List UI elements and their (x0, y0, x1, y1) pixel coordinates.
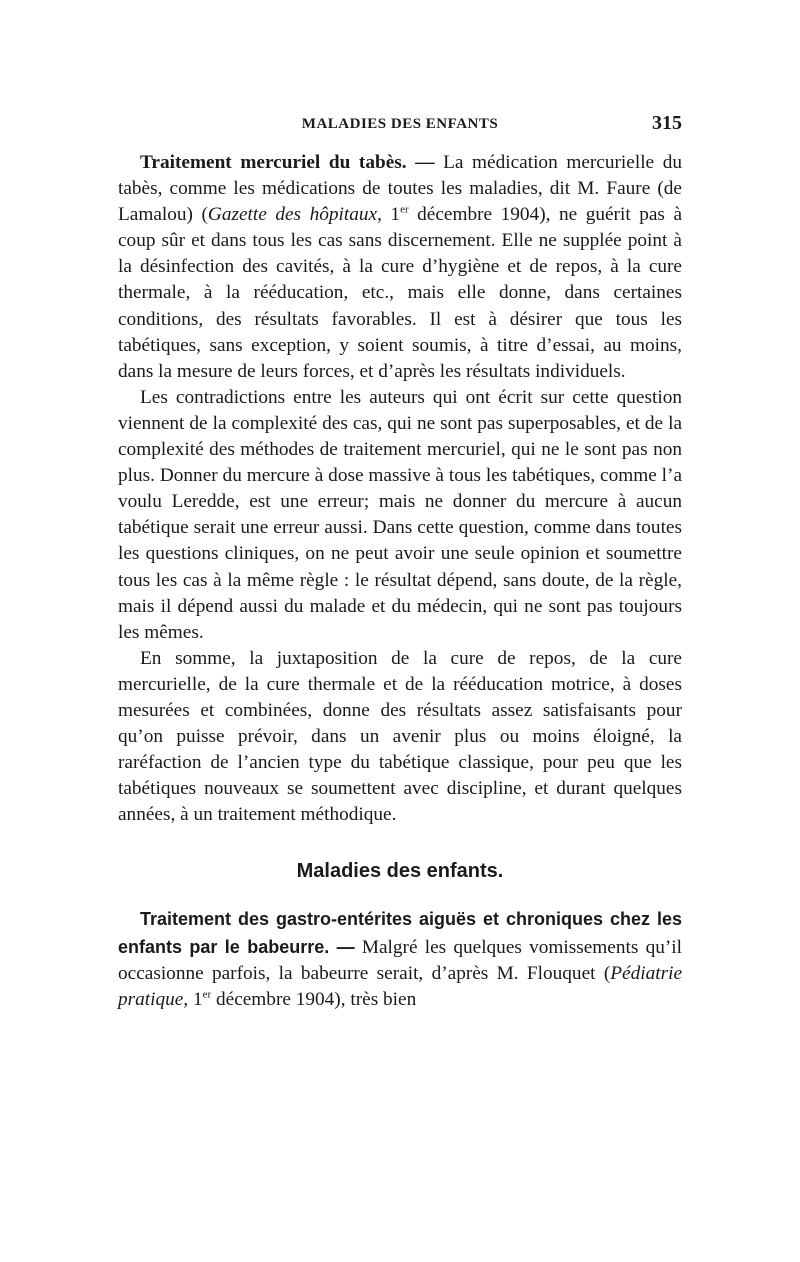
paragraph-text: , 1 (183, 988, 203, 1010)
paragraph-tabes-treatment (118, 150, 682, 385)
paragraph-text: La médication mercurielle du tabès, comme les médications de toutes les maladies, dit M. Faure (de Lamalou) ( (118, 152, 682, 226)
running-title: MALADIES DES ENFANTS (301, 116, 499, 132)
section-heading: Maladies des enfants. (296, 860, 504, 883)
journal-citation: Gazette des hôpitaux (207, 204, 378, 226)
ordinal-superscript: er (202, 988, 212, 1001)
run-in-heading-gastroenteritis: Traitement des gastro-entérites aiguës et chroniques chez les enfants par le babeurre. — (118, 909, 682, 957)
paragraph-text: décembre 1904), très bien (211, 988, 417, 1010)
paragraph-summary: En somme, la juxtaposition de la cure de repos, de la cure mercurielle, de la cure thermale et de la rééducation motrice, à doses mesurées et combinées, donne des résultats assez satisfaisants pour qu’on puisse prévoir, dans un avenir plus ou moins éloigné, la raréfaction de l’ancien type du tabétique classique, pour peu que les tabétiques nouveaux se soumettent avec discipline, et durant quelques années, à un traitement méthodique. (118, 647, 682, 826)
paragraph-text: , 1 (377, 204, 401, 226)
body-text (118, 150, 682, 1013)
ordinal-superscript: er (400, 203, 409, 216)
paragraph-gastroenteritis (118, 906, 682, 1012)
running-head (118, 112, 682, 140)
journal-citation: Pédiatrie pratique (118, 962, 682, 1010)
run-in-heading-tabes: Traitement mercuriel du tabès. — (140, 152, 435, 173)
paragraph-contradictions: Les contradictions entre les auteurs qui ont écrit sur cette question viennent de la complexité des cas, qui ne sont pas superposables, et de la complexité des méthodes de traitement mercuriel, qui ne le sont pas non plus. Donner du mercure à dose massive à tous les tabétiques, comme l’a voulu Leredde, est une erreur; mais ne donner du mercure à aucun tabétique serait une erreur aussi. Dans cette question, comme dans toutes les questions cliniques, on ne peut avoir une seule opinion et soumettre tous les cas à la même règle : le résultat dépend, sans doute, de la règle, mais il dépend aussi du malade et du médecin, qui ne sont pas toujours les mêmes. (118, 386, 682, 643)
page-number: 315 (652, 112, 682, 134)
paragraph-text: décembre 1904), ne guérit pas à coup sûr et dans tous les cas sans discernement. Elle ne supplée point à la désinfection des cavités, à la cure d’hygiène et de repos, à la cure thermale, à la rééducation, etc., mais elle donne, dans certaines conditions, des résultats favorables. Il est à désirer que tous les tabétiques, sans exception, y soient soumis, à titre d’essai, au moins, dans la mesure de leurs forces, et d’après les résultats individuels. (118, 204, 683, 382)
paragraph-text: Malgré les quelques vomissements qu’il occasionne parfois, la babeurre serait, d’après M. Flouquet ( (118, 936, 682, 984)
